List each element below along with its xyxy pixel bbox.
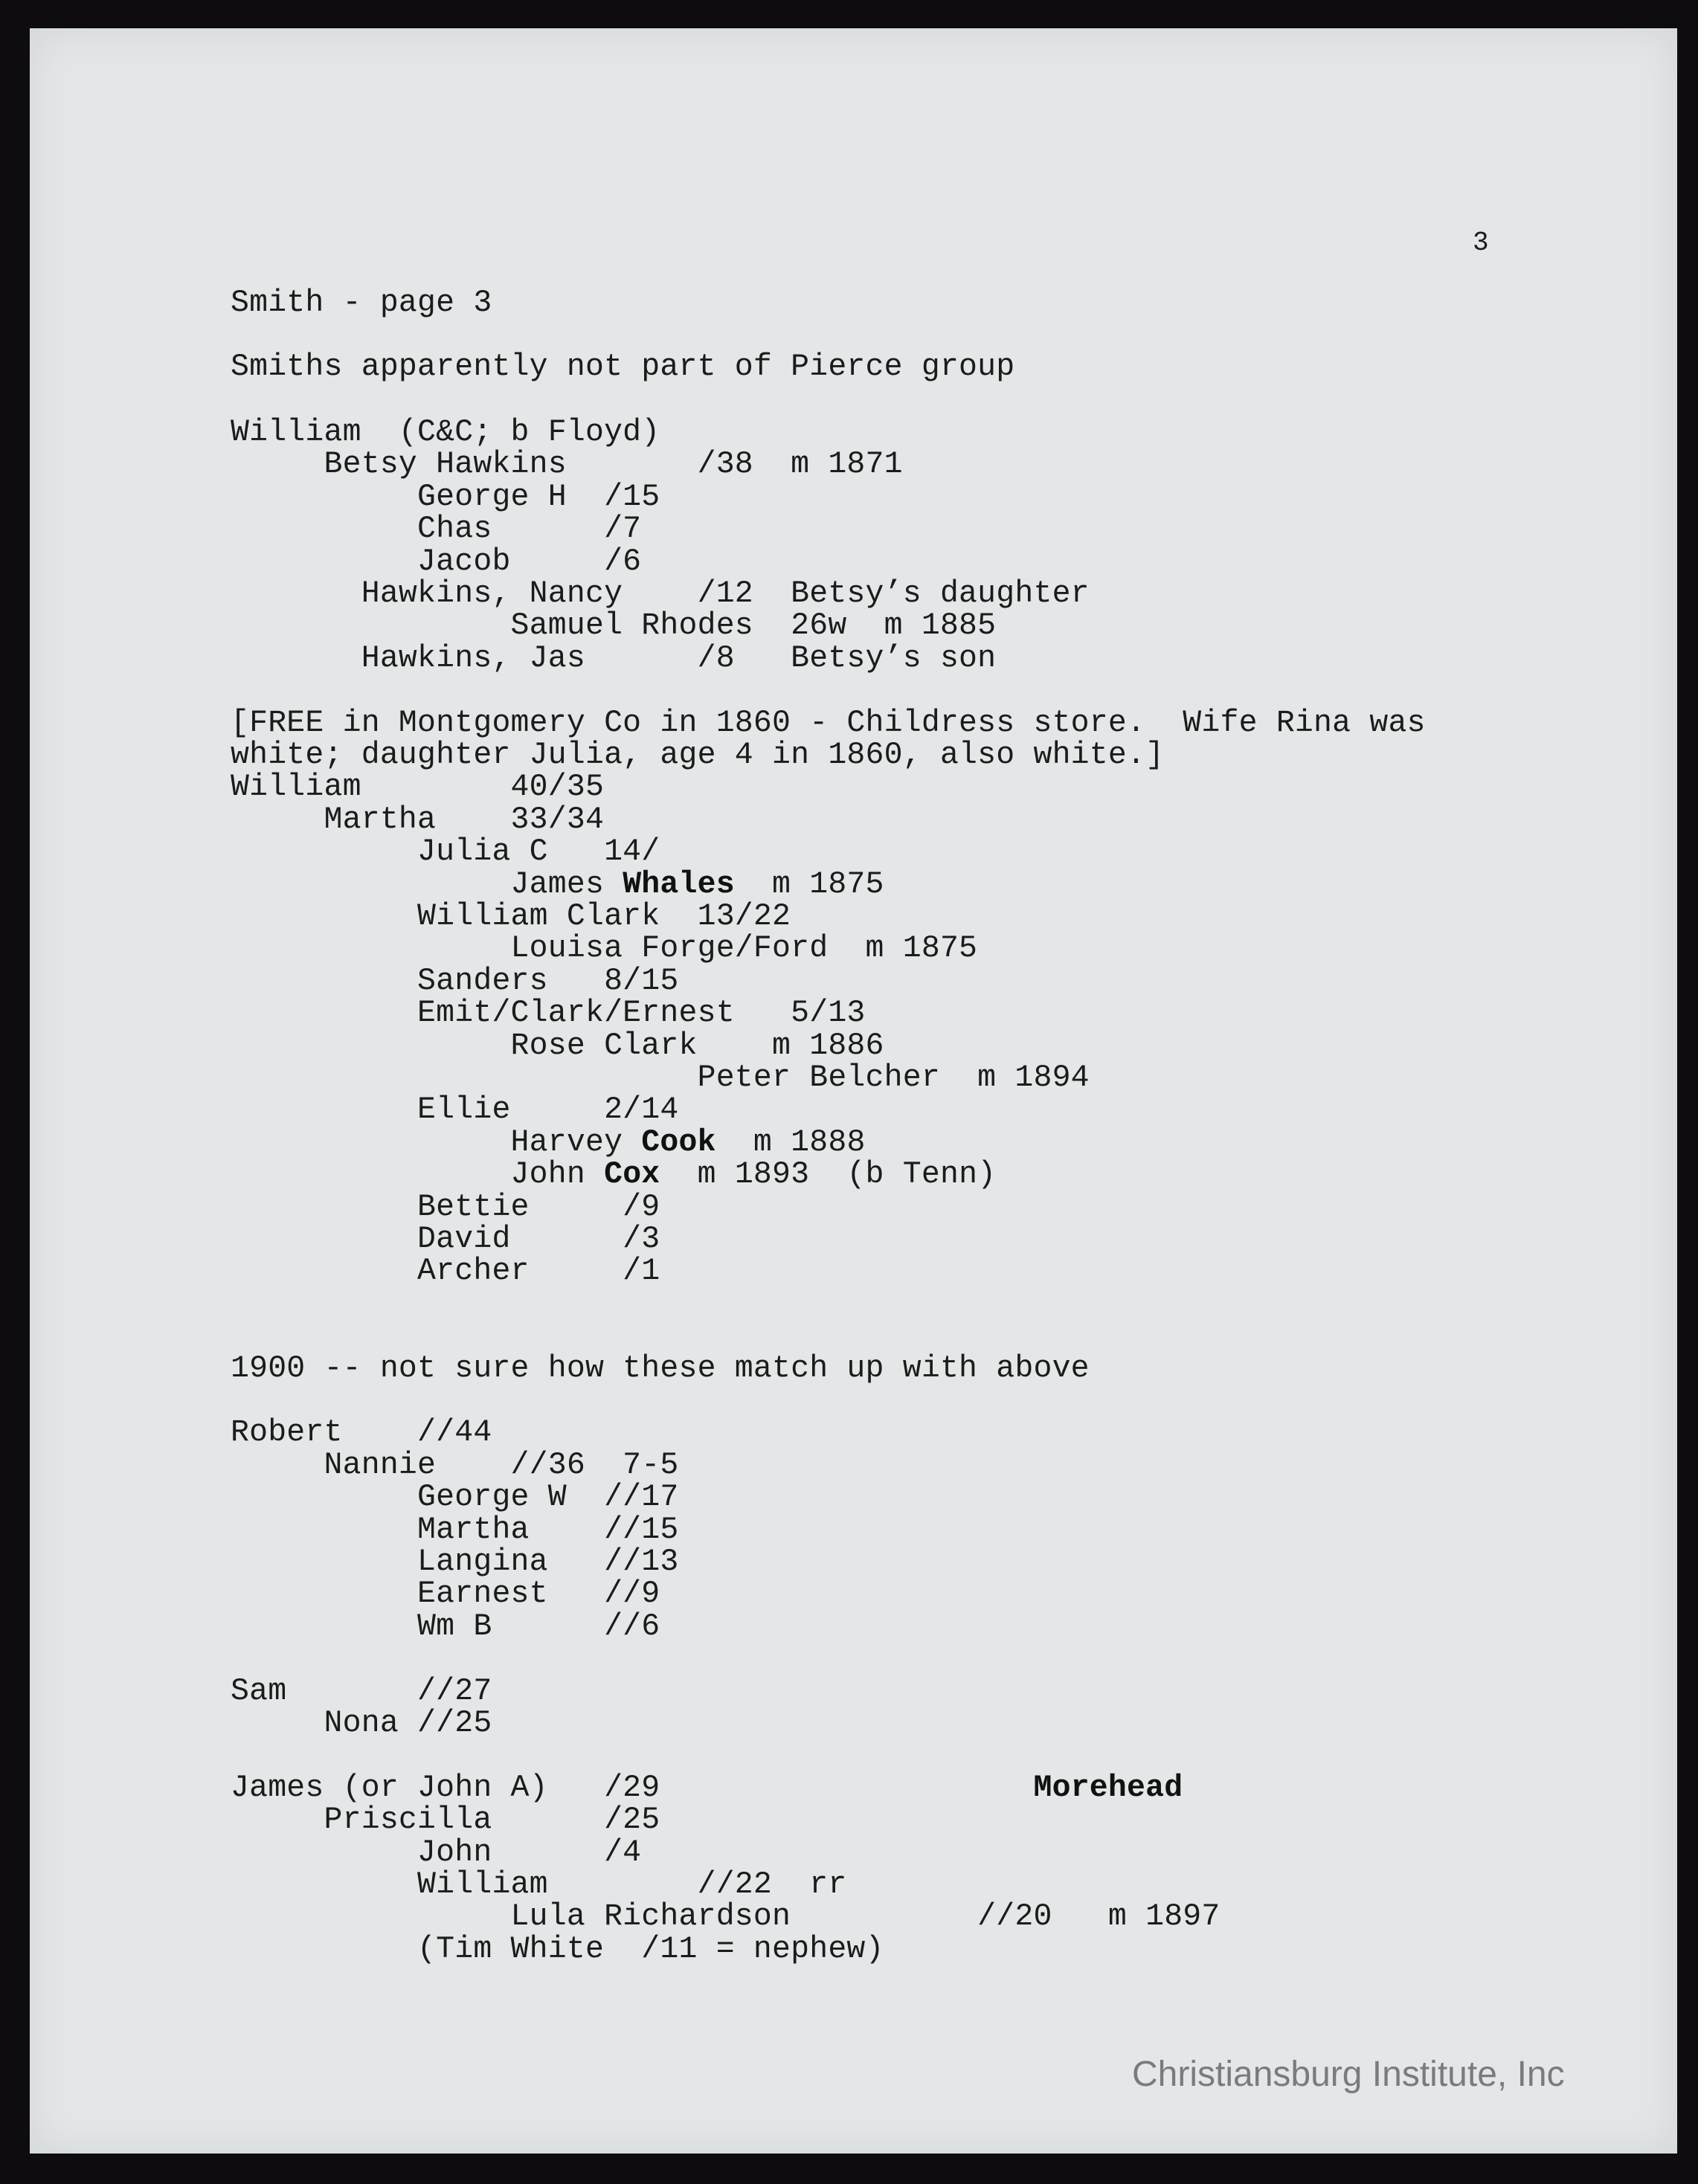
text-line	[231, 836, 660, 868]
text-line	[231, 1837, 641, 1869]
text-line	[231, 1546, 679, 1578]
text-segment: Robert //44	[231, 1415, 492, 1451]
text-segment: Wm B //6	[231, 1608, 660, 1644]
text-segment: (Tim White /11 = nephew)	[231, 1931, 884, 1967]
text-segment: David /3	[231, 1222, 660, 1257]
text-line	[231, 481, 660, 513]
bold-surname: Cook	[641, 1124, 716, 1160]
text-segment: m 1875	[734, 866, 884, 902]
text-segment: Lula Richardson //20 m 1897	[231, 1899, 1221, 1935]
text-segment: Betsy Hawkins /38 m 1871	[231, 447, 903, 483]
page-number: 3	[1473, 228, 1489, 258]
text-line	[231, 1030, 884, 1062]
text-line	[231, 1869, 846, 1901]
text-line	[231, 1481, 679, 1513]
text-line	[231, 739, 1164, 771]
text-segment: John	[231, 1157, 605, 1193]
text-segment: Priscilla /25	[231, 1803, 660, 1838]
text-segment: William (C&C; b Floyd)	[231, 415, 660, 450]
text-segment: Peter Belcher m 1894	[231, 1060, 1090, 1095]
text-line	[231, 1804, 660, 1836]
text-segment: George H /15	[231, 479, 660, 515]
text-line	[231, 1094, 679, 1126]
text-segment: Chas /7	[231, 512, 642, 547]
text-line	[231, 901, 791, 932]
text-segment: Rose Clark m 1886	[231, 1028, 884, 1063]
text-line	[231, 513, 641, 545]
text-line	[231, 1578, 660, 1610]
text-segment: Emit/Clark/Ernest 5/13	[231, 996, 866, 1031]
text-line	[231, 1772, 1183, 1804]
text-line	[231, 1608, 660, 1644]
text-segment: Samuel Rhodes 26w m 1885	[231, 608, 997, 644]
text-segment: Julia C 14/	[231, 834, 660, 870]
text-line	[231, 1350, 1090, 1386]
text-line	[231, 1417, 492, 1449]
text-segment: Martha 33/34	[231, 802, 605, 837]
text-line	[231, 1514, 679, 1546]
text-segment: Archer /1	[231, 1254, 660, 1289]
text-line	[231, 1223, 660, 1255]
text-line	[231, 1933, 884, 1965]
text-segment: Hawkins, Nancy /12 Betsy’s daughter	[231, 576, 1090, 611]
text-line	[231, 771, 604, 803]
text-segment: Martha //15	[231, 1512, 679, 1547]
text-line	[231, 546, 641, 578]
text-segment: Ellie 2/14	[231, 1092, 679, 1128]
text-segment: [FREE in Montgomery Co in 1860 - Childress store. Wife Rina was	[231, 705, 1426, 741]
text-line	[231, 1159, 996, 1191]
page-subtitle: Smiths apparently not part of Pierce group	[231, 349, 1015, 384]
text-segment: Sanders 8/15	[231, 963, 679, 999]
text-line	[231, 1707, 492, 1739]
text-segment: Harvey	[231, 1124, 642, 1160]
bold-surname: Cox	[604, 1157, 660, 1193]
text-segment: Nona //25	[231, 1706, 492, 1741]
text-segment: Louisa Forge/Ford m 1875	[231, 931, 978, 967]
text-segment: white; daughter Julia, age 4 in 1860, also white.]	[231, 738, 1165, 773]
text-segment: William Clark 13/22	[231, 899, 791, 934]
text-line	[231, 997, 866, 1029]
text-line	[231, 1675, 492, 1707]
text-segment: m 1888	[715, 1124, 866, 1160]
text-segment: Jacob /6	[231, 544, 642, 579]
bold-surname: Morehead	[1033, 1770, 1183, 1805]
text-line	[231, 416, 660, 448]
text-segment: William //22 rr	[231, 1867, 847, 1902]
text-line	[231, 1255, 660, 1287]
text-segment: Langina //13	[231, 1544, 679, 1579]
text-segment: Sam //27	[231, 1673, 492, 1709]
text-line	[231, 707, 1426, 739]
text-line	[231, 1191, 660, 1223]
text-segment: 1900 -- not sure how these match up with above	[231, 1350, 1090, 1386]
text-segment: Bettie /9	[231, 1189, 660, 1225]
page-title: Smith - page 3	[231, 286, 492, 320]
watermark-logo-text: Christiansburg Institute, Inc	[1132, 2055, 1565, 2094]
text-segment: James	[231, 866, 623, 902]
bold-surname: Whales	[623, 866, 735, 902]
text-segment: Nannie //36 7-5	[231, 1447, 679, 1483]
text-line	[231, 1901, 1221, 1933]
text-segment: m 1893 (b Tenn)	[660, 1157, 997, 1193]
text-line	[231, 866, 884, 902]
text-line	[231, 447, 903, 483]
text-segment: John /4	[231, 1835, 642, 1870]
text-line	[231, 610, 996, 642]
text-line	[231, 1124, 866, 1160]
text-segment: James (or John A) /29	[231, 1770, 1034, 1805]
text-line	[231, 931, 978, 967]
text-line	[231, 1062, 1090, 1094]
text-segment: Earnest //9	[231, 1576, 660, 1612]
text-line	[231, 965, 679, 997]
text-segment: William 40/35	[231, 770, 605, 805]
text-line	[231, 642, 996, 674]
text-segment: Hawkins, Jas /8 Betsy’s son	[231, 640, 997, 676]
text-line	[231, 1449, 679, 1481]
text-segment: George W //17	[231, 1480, 679, 1515]
text-line	[231, 578, 1090, 610]
text-line	[231, 804, 604, 836]
